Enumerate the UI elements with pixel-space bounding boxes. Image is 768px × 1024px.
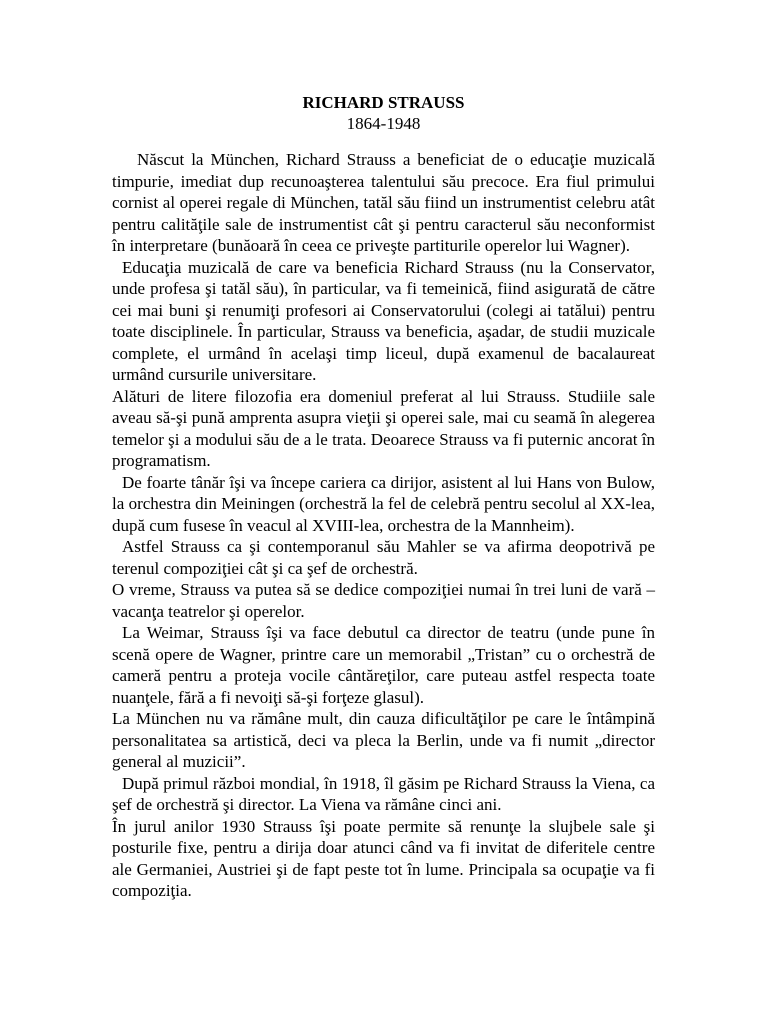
paragraph-munich-berlin: La München nu va rămâne mult, din cauza dificultăţilor pe care le întâmpină personalitatea sa artistică, deci va pleca la Berlin, unde va fi numit „director general al muzicii”.	[112, 709, 655, 771]
paragraph-education: Educaţia muzicală de care va beneficia Richard Strauss (nu la Conservator, unde profesa şi tatăl său), în particular, va fi temeinică, fiind asigurată de către cei mai buni şi renumiţi profesori ai Conservatorului (colegi ai tatălui) pentru toate disciplinele. În particular, Strauss va beneficia, aşadar, de studii muzicale complete, el urmând în acelaşi timp liceul, după examenul de bacalaureat urmând cursurile universitare.	[112, 257, 655, 384]
paragraph-birth: Născut la München, Richard Strauss a beneficiat de o educaţie muzicală timpurie, imediat dup recunoaşterea talentului său precoce. Era fiul primului cornist al operei regale di München, tatăl său fiind un instrumentist celebru atât pentru calităţile sale de instrumentist cât şi pentru caracterul său neconformist în interpretare (bunăoară în ceea ce priveşte partiturile operelor lui Wagner).	[112, 150, 655, 255]
document-years: 1864-1948	[346, 114, 421, 133]
paragraph-weimar: La Weimar, Strauss îşi va face debutul ca director de teatru (unde pune în scenă opere de Wagner, printre care un memorabil „Tristan” cu o orchestră de cameră pentru a proteja vocile cântăreţilor, care puteau astfel respecta toate nuanţele, fără a fi nevoiţi să-şi forţeze glasul).	[112, 623, 655, 707]
paragraph-vienna: După primul război mondial, în 1918, îl găsim pe Richard Strauss la Viena, ca şef de orchestră şi director. La Viena va rămâne cinci ani.	[112, 773, 655, 814]
document-page	[112, 92, 655, 902]
paragraph-philosophy: Alături de litere filozofia era domeniul preferat al lui Strauss. Studiile sale aveau să-şi pună amprenta asupra vieţii şi operei sale, mai cu seamă în alegerea temelor şi a modului său de a le trata. Deoarece Strauss va fi puternic ancorat în programatism.	[112, 386, 655, 470]
paragraph-mahler: Astfel Strauss ca şi contemporanul său Mahler se va afirma deopotrivă pe terenul compoziţiei cât şi ca şef de orchestră.	[112, 537, 655, 578]
document-title: RICHARD STRAUSS	[302, 93, 465, 112]
paragraph-conductor-career: De foarte tânăr îşi va începe cariera ca dirijor, asistent al lui Hans von Bulow, la orchestra din Meiningen (orchestră la fel de celebră pentru secolul al XX-lea, după cum fusese în veacul al XVIII-lea, orchestra de la Mannheim).	[112, 472, 655, 535]
paragraph-summer-composing: O vreme, Strauss va putea să se dedice compoziţiei numai în trei luni de vară – vacanţa teatrelor şi operelor.	[112, 580, 655, 621]
paragraph-1930: În jurul anilor 1930 Strauss îşi poate permite să renunţe la slujbele sale şi posturile fixe, pentru a dirija doar atunci când va fi invitat de diferitele centre ale Germaniei, Austriei şi de fapt peste tot în lume. Principala sa ocupaţie va fi compoziţia.	[112, 816, 655, 900]
